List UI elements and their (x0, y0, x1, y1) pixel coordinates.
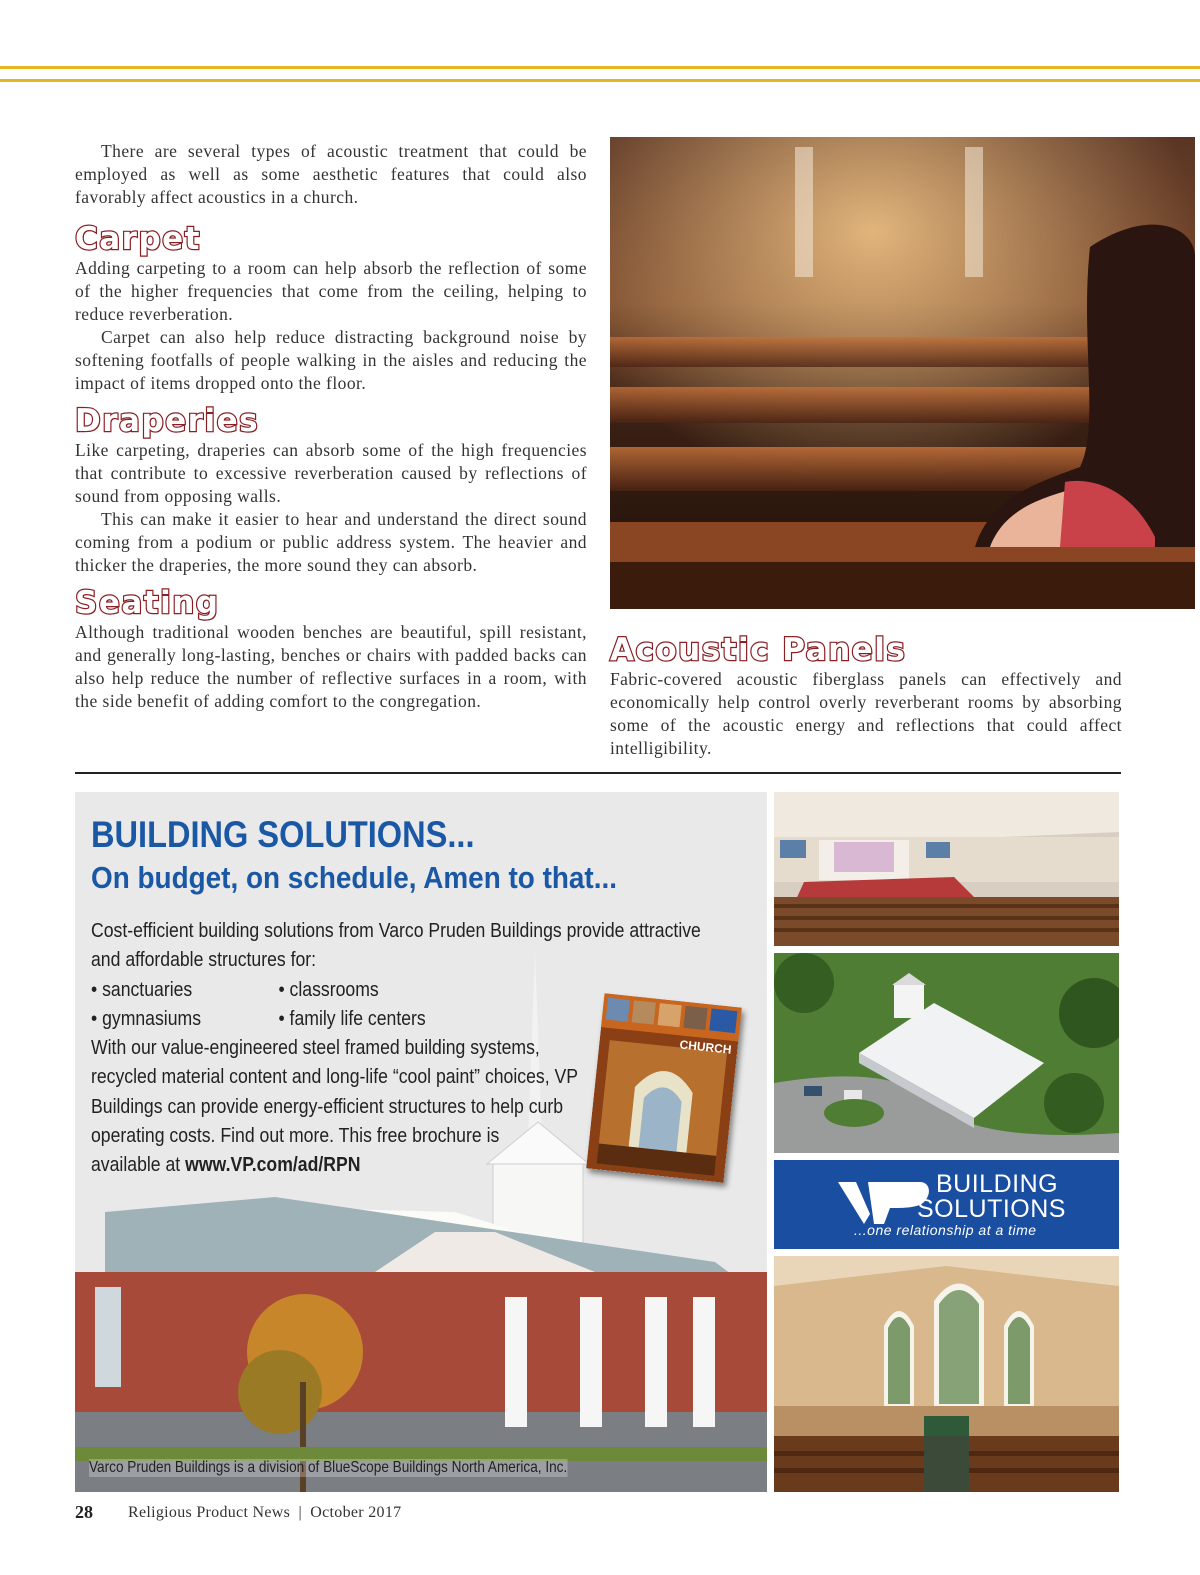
ad-bullet-item: • family life centers (278, 1006, 426, 1030)
ad-main-copy: With our value-engineered steel framed building systems, recycled material content and long-life “cool paint” choices, VP Buildings can provide energy-efficient structures to help curb operating costs. Find out more. This free brochure is (91, 1036, 578, 1148)
church-aerial-photo (774, 953, 1119, 1153)
carpet-paragraph-1: Adding carpeting to a room can help absorb the reflection of some of the higher frequencies that come from the ceiling, helping to reduce reverberation. (75, 258, 587, 324)
church-pews-photo (610, 137, 1195, 609)
top-rule (0, 79, 1200, 82)
top-rule (0, 66, 1200, 69)
vp-logo-title-line1: BUILDING (936, 1170, 1059, 1198)
vp-buildings-advertisement (75, 792, 767, 1492)
seating-paragraph: Although traditional wooden benches are beautiful, spill resistant, and generally long-lasting, benches or chairs with padded backs can also help reduce the number of reflective surfaces in a room, with the side benefit of adding comfort to the congregation. (75, 622, 587, 711)
draperies-paragraph-1: Like carpeting, draperies can absorb some of the high frequencies that contribute to excessive reverberation caused by reflections of sound from opposing walls. (75, 440, 587, 506)
ad-intro-text: Cost-efficient building solutions from Varco Pruden Buildings provide attractive and affordable structures for: (91, 919, 701, 972)
vp-building-solutions-logo (774, 1160, 1119, 1249)
page-number: 28 (75, 1502, 93, 1522)
sanctuary-interior-photo (774, 792, 1119, 946)
issue-date: October 2017 (310, 1504, 402, 1521)
section-heading-acoustic-panels: Acoustic Panels (610, 632, 907, 668)
section-heading-draperies: Draperies (75, 403, 260, 439)
ad-subhead: On budget, on schedule, Amen to that... (91, 860, 617, 895)
section-heading-seating: Seating (75, 585, 220, 621)
publication-info (128, 1504, 401, 1522)
section-divider (75, 772, 1121, 774)
vp-logo-tagline: ...one relationship at a time (854, 1222, 1037, 1238)
ad-main-text (91, 1033, 586, 1179)
ad-headline: BUILDING SOLUTIONS... (91, 814, 475, 855)
publication-name: Religious Product News (128, 1504, 291, 1521)
ad-bullet-item: • sanctuaries (91, 977, 193, 1001)
ad-url-prefix: available at (91, 1153, 186, 1177)
footer-separator: | (298, 1504, 302, 1521)
intro-paragraph: There are several types of acoustic treatment that could be employed as well as some aesthetic features that could also favorably affect acoustics in a church. (75, 141, 587, 207)
section-heading-carpet: Carpet (75, 221, 201, 257)
ad-bullet-item: • gymnasiums (91, 1006, 202, 1030)
vp-logo-title-line2: SOLUTIONS (917, 1195, 1066, 1223)
article-left-column (75, 140, 587, 713)
carpet-paragraph-2: Carpet can also help reduce distracting background noise by softening footfalls of people walking in the aisles and reducing the impact of items dropped onto the floor. (75, 327, 587, 393)
draperies-paragraph-2: This can make it easier to hear and understand the direct sound coming from a podium or public address system. The heavier and thicker the draperies, the more sound they can absorb. (75, 509, 587, 575)
ad-bullet-item: • classrooms (278, 977, 379, 1001)
ad-footer-note: Varco Pruden Buildings is a division of BlueScope Buildings North America, Inc. (89, 1459, 568, 1476)
church-brochure-image (586, 993, 742, 1182)
acoustic-panels-paragraph: Fabric-covered acoustic fiberglass panels can effectively and economically help control overly reverberant rooms by absorbing some of the acoustic energy and reflections that could affect intelligibility. (610, 669, 1122, 758)
article-right-column (610, 632, 1122, 760)
ad-url-link[interactable]: www.VP.com/ad/RPN (185, 1153, 361, 1177)
brochure-label: CHURCH (678, 1037, 733, 1057)
chapel-interior-photo (774, 1256, 1119, 1492)
